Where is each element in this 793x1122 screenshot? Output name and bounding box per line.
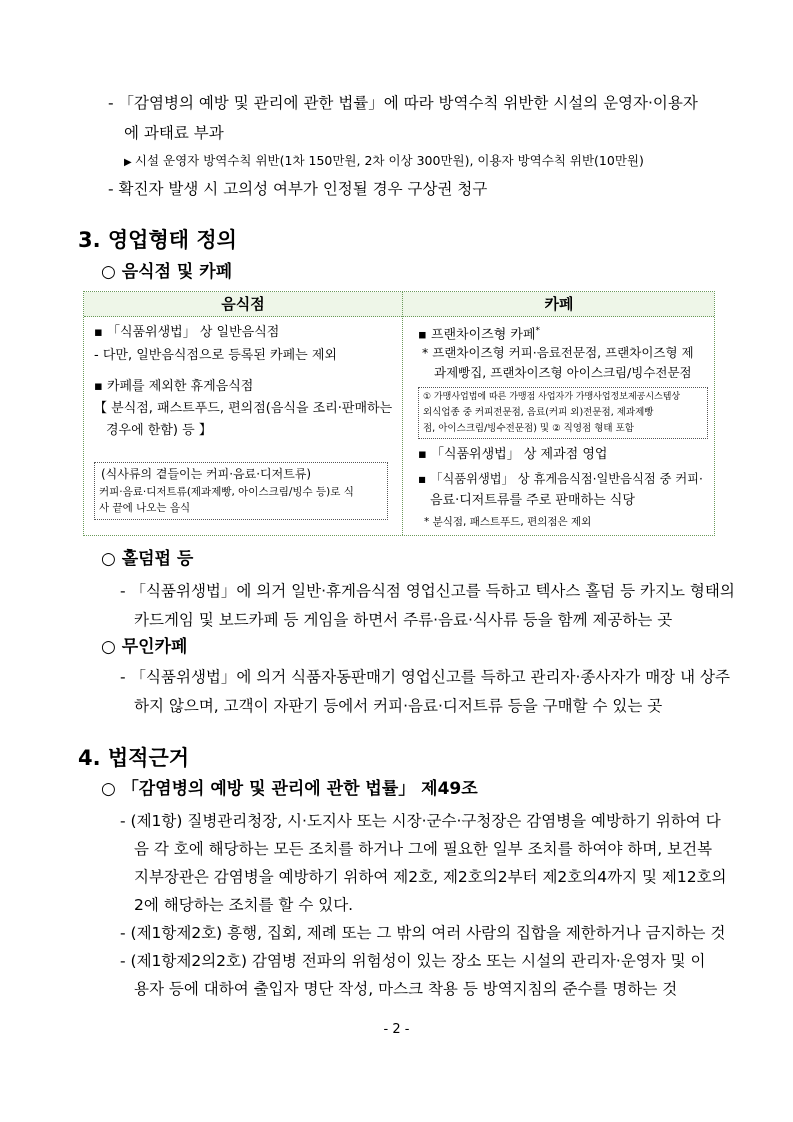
left-bullet-1: ▪ 「식품위생법」 상 일반음식점 xyxy=(94,325,280,340)
right-bullet-1-note-1: * 프랜차이즈형 커피·음료전문점, 프랜차이즈형 제 xyxy=(422,345,694,360)
left-bullet-1-note: - 다만, 일반음식점으로 등록된 카페는 제외 xyxy=(94,348,337,363)
holdem-head: ○ 홀덤펍 등 xyxy=(101,549,194,569)
right-note-box-line-2: 외식업종 중 커피전문점, 음료(커피 외)전문점, 제과제빵 xyxy=(423,407,654,418)
intro-line-2: 에 과태료 부과 xyxy=(124,124,224,142)
table-header xyxy=(84,292,714,317)
right-bullet-2: ▪ 「식품위생법」 상 제과점 영업 xyxy=(418,447,608,462)
section-4-title: 4. 법적근거 xyxy=(78,746,190,770)
triangle-bullet-icon: ▶ xyxy=(124,157,135,168)
law-p1-line-3: 지부장관은 감염병을 예방하기 위하여 제2호, 제2호의2부터 제2호의4까지 및 제12호의 xyxy=(134,868,727,886)
law-p1-line-2: 음 각 호에 해당하는 모든 조치를 하거나 그에 필요한 일부 조치를 하여야 하며, 보건복 xyxy=(134,840,713,858)
law-p1-line-1: - (제1항) 질병관리청장, 시·도지사 또는 시장·군수·구청장은 감염병을 예방하기 위하여 다 xyxy=(120,812,721,830)
right-bullet-3-line-1: ▪ 「식품위생법」 상 휴게음식점·일반음식점 중 커피· xyxy=(418,472,703,486)
holdem-line-1: - 「식품위생법」에 의거 일반·휴게음식점 영업신고를 득하고 텍사스 홀덤 등 카지노 형태의 xyxy=(120,582,735,600)
left-note-box-title: (식사류의 곁들이는 커피·음료·디저트류) xyxy=(101,467,312,481)
intro-line-3: - 확진자 발생 시 고의성 여부가 인정될 경우 구상권 청구 xyxy=(108,180,488,198)
definition-table xyxy=(83,291,715,536)
left-note-box-line-1: 커피·음료·디저트류(제과제빵, 아이스크림/빙수 등)로 식 xyxy=(99,486,354,498)
table-divider xyxy=(402,292,403,535)
right-note-box-line-1: ① 가맹사업법에 따른 가맹점 사업자가 가맹사업정보제공시스템상 xyxy=(423,392,681,402)
right-note-box-line-3: 점, 아이스크림/빙수전문점) 및 ② 직영점 형태 포함 xyxy=(423,423,634,434)
right-bullet-1-note-2: 과제빵집, 프랜차이즈형 아이스크림/빙수전문점 xyxy=(434,365,692,380)
intro-line-1: - 「감염병의 예방 및 관리에 관한 법률」에 따라 방역수칙 위반한 시설의 운영자·이용자 xyxy=(108,94,698,112)
law-p3-line-2: 용자 등에 대하여 출입자 명단 작성, 마스크 착용 등 방역지침의 준수를 명하는 것 xyxy=(134,980,678,998)
left-bullet-2-detail-2: 경우에 한함) 등 】 xyxy=(106,423,212,438)
unmanned-line-1: - 「식품위생법」에 의거 식품자동판매기 영업신고를 득하고 관리자·종사자가 매장 내 상주 xyxy=(120,668,730,686)
left-note-box-line-2: 사 끝에 나오는 음식 xyxy=(99,502,191,514)
intro-sub xyxy=(124,150,644,174)
right-bullet-1-text: ▪ 프랜차이즈형 카페 xyxy=(418,327,536,343)
section-4-subhead: ○ 「감염병의 예방 및 관리에 관한 법률」 제49조 xyxy=(101,779,478,799)
table-header-cafe: 카페 xyxy=(544,295,574,313)
left-bullet-2: ▪ 카페를 제외한 휴게음식점 xyxy=(94,379,254,394)
section-3-title: 3. 영업형태 정의 xyxy=(78,228,237,252)
left-note-box xyxy=(94,462,388,520)
right-bullet-3-note: * 분식점, 패스트푸드, 편의점은 제외 xyxy=(424,516,592,528)
holdem-line-2: 카드게임 및 보드카페 등 게임을 하면서 주류·음료·식사류 등을 함께 제공하는 곳 xyxy=(134,611,673,629)
right-bullet-1-star: * xyxy=(535,326,541,336)
page-number: - 2 - xyxy=(383,1022,410,1037)
table-header-restaurant: 음식점 xyxy=(221,295,265,313)
left-bullet-2-detail-1: 【 분식점, 패스트푸드, 편의점(음식을 조리·판매하는 xyxy=(94,401,393,416)
law-p2: - (제1항제2호) 흥행, 집회, 제례 또는 그 밖의 여러 사람의 집합을 제한하거나 금지하는 것 xyxy=(120,924,726,942)
unmanned-line-2: 하지 않으며, 고객이 자판기 등에서 커피·음료·디저트류 등을 구매할 수 있는 곳 xyxy=(134,697,663,715)
law-p1-line-4: 2에 해당하는 조치를 할 수 있다. xyxy=(134,896,354,914)
right-note-box xyxy=(418,387,708,439)
intro-sub-text: 시설 운영자 방역수칙 위반(1차 150만원, 2차 이상 300만원), 이용자 방역수칙 위반(10만원) xyxy=(134,153,644,168)
unmanned-head: ○ 무인카페 xyxy=(101,637,188,657)
section-3-subhead: ○ 음식점 및 카페 xyxy=(101,262,233,282)
law-p3-line-1: - (제1항제2의2호) 감염병 전파의 위험성이 있는 장소 또는 시설의 관리자·운영자 및 이 xyxy=(120,952,706,970)
right-bullet-3-line-2: 음료·디저트류를 주로 판매하는 식당 xyxy=(430,493,635,508)
